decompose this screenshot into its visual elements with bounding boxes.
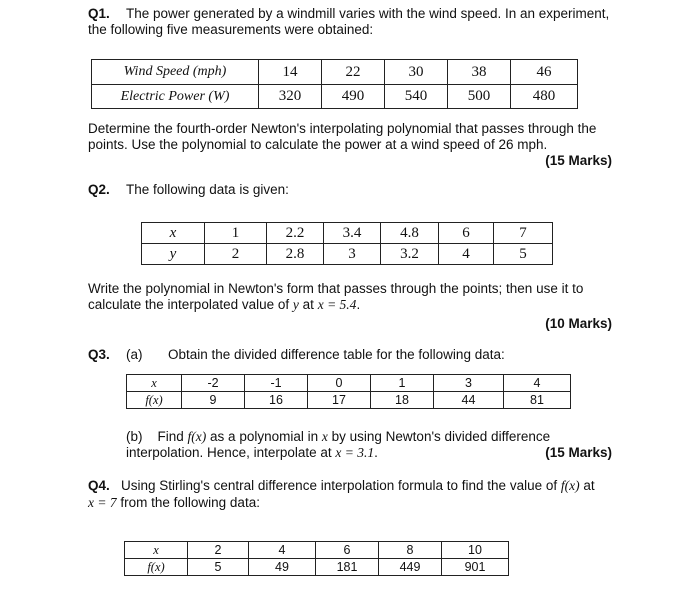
- table-row: [127, 375, 571, 392]
- table-row: [125, 542, 509, 559]
- table-row: [125, 559, 509, 576]
- q2-equation: x = 5.4: [317, 297, 357, 312]
- table-cell: 14: [259, 60, 322, 85]
- table-row: [142, 244, 553, 265]
- table-cell: 81: [504, 392, 571, 409]
- table-cell: -1: [245, 375, 308, 392]
- table-cell: 3: [324, 244, 381, 265]
- q4-text: Using Stirling's central difference interpolation formula to find the value of: [121, 478, 558, 493]
- table-cell: 17: [308, 392, 371, 409]
- q3-part-b-line1: [126, 428, 550, 445]
- q1-marks: (15 Marks): [545, 153, 612, 168]
- table-cell: 5: [494, 244, 553, 265]
- row-label-y: y: [142, 244, 205, 265]
- table-cell: 449: [379, 559, 442, 576]
- table-cell: 5: [188, 559, 249, 576]
- table-cell: 4.8: [381, 223, 439, 244]
- q3-part-b-mid: as a polynomial in: [210, 429, 319, 444]
- table-cell: 18: [371, 392, 434, 409]
- q2-marks: (10 Marks): [545, 316, 612, 331]
- q2-task-period: .: [356, 297, 361, 312]
- table-cell: 901: [442, 559, 509, 576]
- q2-number: Q2.: [88, 182, 110, 197]
- q4-text-rest: from the following data:: [120, 495, 260, 510]
- table-cell: 2: [205, 244, 267, 265]
- row-label-fx: f(x): [125, 559, 188, 576]
- q2-data-table: [141, 222, 553, 265]
- q2-task-line1: Write the polynomial in Newton's form that passes through the points; then use it to: [88, 281, 584, 296]
- q3-number: Q3.: [88, 347, 110, 362]
- q2-task-text: calculate the interpolated value of: [88, 297, 290, 312]
- table-cell: 4: [504, 375, 571, 392]
- q3-part-b-label: (b): [126, 429, 143, 444]
- table-cell: 49: [249, 559, 316, 576]
- q3-part-a-text: Obtain the divided difference table for the following data:: [168, 347, 505, 362]
- q4-equation: x = 7: [88, 495, 117, 510]
- q1-task-line1: Determine the fourth-order Newton's interpolating polynomial that passes through the: [88, 121, 597, 136]
- q3-var-x: x: [321, 429, 328, 444]
- table-cell: 1: [371, 375, 434, 392]
- table-cell: 44: [434, 392, 504, 409]
- q3-part-b-rest: by using Newton's divided difference: [331, 429, 551, 444]
- table-cell: 30: [385, 60, 448, 85]
- q1-task-line2: points. Use the polynomial to calculate the power at a wind speed of 26 mph.: [88, 137, 548, 152]
- table-cell: 500: [448, 85, 511, 109]
- table-cell: 2.2: [267, 223, 324, 244]
- table-cell: 7: [494, 223, 553, 244]
- table-cell: 6: [316, 542, 379, 559]
- table-cell: 38: [448, 60, 511, 85]
- row-label-x: x: [142, 223, 205, 244]
- table-cell: 6: [439, 223, 494, 244]
- q1-number: Q1.: [88, 6, 110, 21]
- row-label-x: x: [127, 375, 182, 392]
- table-row: [142, 223, 553, 244]
- q3-period: .: [374, 445, 378, 460]
- q1-intro-line1: The power generated by a windmill varies with the wind speed. In an experiment,: [126, 6, 610, 21]
- table-cell: 2: [188, 542, 249, 559]
- q4-line2: [88, 494, 260, 511]
- q1-data-table: [91, 59, 578, 109]
- table-cell: 10: [442, 542, 509, 559]
- table-cell: 181: [316, 559, 379, 576]
- table-row: [92, 85, 578, 109]
- q3-part-b-find: Find: [157, 429, 184, 444]
- table-cell: 3.4: [324, 223, 381, 244]
- table-cell: 4: [249, 542, 316, 559]
- table-cell: 46: [511, 60, 578, 85]
- q4-number: Q4.: [88, 478, 110, 493]
- table-cell: 2.8: [267, 244, 324, 265]
- q2-task-at: at: [302, 297, 314, 312]
- q4-fx: f(x): [560, 478, 580, 493]
- table-cell: 9: [182, 392, 245, 409]
- row-label-wind-speed: Wind Speed (mph): [92, 60, 259, 85]
- table-cell: 8: [379, 542, 442, 559]
- q1-intro-line2: the following five measurements were obtained:: [88, 22, 374, 37]
- table-cell: 490: [322, 85, 385, 109]
- row-label-fx: f(x): [127, 392, 182, 409]
- table-row: [127, 392, 571, 409]
- table-cell: 22: [322, 60, 385, 85]
- table-cell: 4: [439, 244, 494, 265]
- row-label-x: x: [125, 542, 188, 559]
- q2-var-y: y: [292, 297, 299, 312]
- row-label-electric-power: Electric Power (W): [92, 85, 259, 109]
- table-cell: 540: [385, 85, 448, 109]
- table-row: [92, 60, 578, 85]
- q3-part-b-text: interpolation. Hence, interpolate at: [126, 445, 332, 460]
- table-cell: 480: [511, 85, 578, 109]
- q3-part-b-line2: [126, 444, 378, 461]
- q3-part-a-label: (a): [126, 347, 143, 362]
- q4-data-table: [124, 541, 509, 576]
- table-cell: 320: [259, 85, 322, 109]
- q3-data-table: [126, 374, 571, 409]
- q3-fx: f(x): [187, 429, 207, 444]
- table-cell: 1: [205, 223, 267, 244]
- table-cell: 16: [245, 392, 308, 409]
- q2-intro: The following data is given:: [126, 182, 289, 197]
- q4-at: at: [583, 478, 595, 493]
- q2-task-line2: [88, 296, 360, 313]
- table-cell: 3.2: [381, 244, 439, 265]
- table-cell: 0: [308, 375, 371, 392]
- table-cell: 3: [434, 375, 504, 392]
- q3-marks: (15 Marks): [545, 445, 612, 460]
- q3-equation: x = 3.1: [335, 445, 375, 460]
- table-cell: -2: [182, 375, 245, 392]
- q4-line1: [88, 477, 595, 494]
